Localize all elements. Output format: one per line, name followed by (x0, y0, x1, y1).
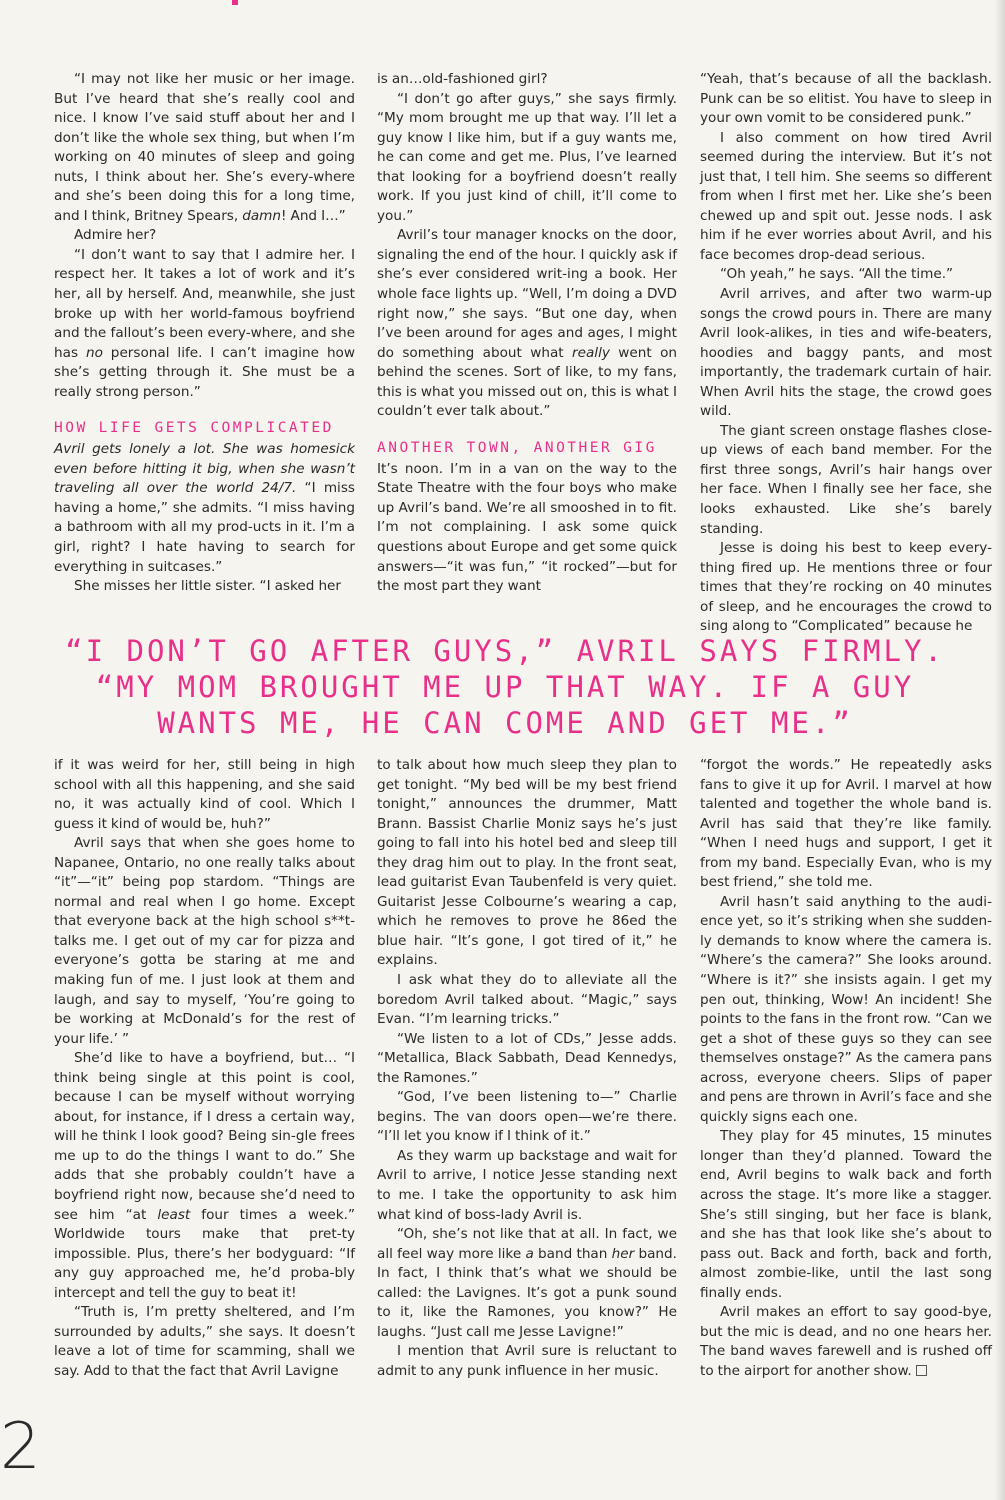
top-column-2 (377, 70, 677, 597)
paragraph: “I may not like her music or her image. But I’ve heard that she’s really cool and nice. I know I’ve said stuff about her and I don’t like the whole sex thing, but when I’m working on 40 minutes of sleep and going nuts, I think about her. She’s every-where and she’s been doing this for a long time, and I think, Britney Spears, damn! And I…” (54, 71, 355, 224)
subhead-how-life-gets-complicated: HOW LIFE GETS COMPLICATED (54, 420, 334, 437)
paragraph: “I don’t go after guys,” she says firmly. “My mom brought me up that way. I’ll let a guy know I like him, but if a guy wants me, he can come and get me. Plus, I’ve learned that looking for a boyfriend doesn’t really work. If you just kind of chill, it’ll come to you.” (377, 90, 677, 224)
paragraph: The giant screen onstage flashes close-up views of each band member. For the first three songs, Avril’s hair hangs over her face. When I finally see her face, she looks exhausted. Like she’s barely standing. (700, 422, 992, 537)
paragraph: They play for 45 minutes, 15 minutes longer than they’d planned. Toward the end, Avril begins to walk back and forth across the stage. It’s more like a stagger. She’s still singing, but her face is blank, and she has that look like she’s about to pass out. Back and forth, back and forth, almost zombie-like, until the last song finally ends. (700, 1128, 992, 1301)
paragraph: “Truth is, I’m pretty sheltered, and I’m surrounded by adults,” she says. It doesn’t leave a lot of time for scamming, shall we say. Add to that the fact that Avril Lavigne (54, 1304, 355, 1379)
top-column-1 (54, 70, 355, 597)
paragraph: is an…old-fashioned girl? (377, 71, 548, 87)
paragraph: I ask what they do to alleviate all the boredom Avril talked about. “Magic,” says Evan. “I’m learning tricks.” (377, 972, 677, 1028)
paragraph: if it was weird for her, still being in high school with all this happening, and she said no, it was actually kind of cool. Which I guess it kind of would be, huh?” (54, 757, 355, 832)
paragraph: Jesse is doing his best to keep every-thing fired up. He mentions three or four times that they’re rocking on 40 minutes of sleep, and he encourages the crowd to sing along to “Complicated” because he (700, 540, 992, 635)
pull-quote (30, 633, 980, 741)
paragraph: Avril arrives, and after two warm-up songs the crowd pours in. There are many Avril look-alikes, in ties and wife-beaters, hoodies and baggy pants, and most importantly, the trademark curtain of hair. When Avril hits the stage, the crowd goes wild. (700, 286, 992, 420)
top-column-3 (700, 70, 992, 637)
paragraph: “God, I’ve been listening to—” Charlie begins. The van doors open—we’re there. “I’ll let you know if I think of it.” (377, 1089, 677, 1145)
page-gutter (995, 0, 1005, 1500)
paragraph: “Oh yeah,” he says. “All the time.” (720, 266, 954, 283)
paragraph: As they warm up backstage and wait for Avril to arrive, I notice Jesse standing next to me. I take the opportunity to ask him what kind of boss-lady Avril is. (377, 1147, 677, 1223)
paragraph: “Yeah, that’s because of all the backlash. Punk can be so elitist. You have to sleep in your own vomit to be considered punk.” (700, 71, 992, 127)
pull-quote-line: WANTS ME, HE CAN COME AND GET ME.” (157, 706, 853, 740)
end-mark-icon (916, 1365, 927, 1376)
paragraph: Avril says that when she goes home to Napanee, Ontario, no one really talks about “it”—“it” being pop stardom. “Things are normal and real when I go home. Except that everyone back at the high school s**t-talks me. I get out of my car for pizza and everyone’s gotta be staring at me and making fun of me. I just look at them and laugh, and say to myself, ‘You’re going to be working at McDonald’s for the rest of your life.’ ” (54, 835, 355, 1047)
bottom-column-2 (377, 756, 677, 1382)
paragraph: Avril hasn’t said anything to the audi-ence yet, so it’s striking when she sudden-ly demands to know where the camera is. “Where’s the camera?” She looks around. “Where is it?” she insists again. I get my pen out, thinking, Wow! An incident! She points to the fans in the front row. “Can we get a shot of these guys so they can see themselves onstage?” As the camera pans across, everyone cheers. Slips of paper and pens are thrown in Avril’s face and she quickly signs each one. (700, 893, 992, 1125)
paragraph: Avril’s tour manager knocks on the door, signaling the end of the hour. I quickly ask if she’s ever considered writ-ing a book. Her whole face lights up. “Well, I’m doing a DVD right now,” she says. “But one day, when I’ve been around for ages and ages, I might do something about what really went on behind the scenes. Sort of like, to my fans, this is what you missed out on, this is what I couldn’t ever talk about.” (377, 227, 678, 420)
paragraph: Admire her? (74, 227, 157, 244)
paragraph: to talk about how much sleep they plan to get tonight. “My bed will be my best friend tonight,” announces the drummer, Matt Brann. Bassist Charlie Moniz says he’s just going to fall into his hotel bed and sleep till they drag him out to play. In the front seat, lead guitarist Evan Taubenfeld is very quiet. Guitarist Jesse Colbourne’s wearing a cap, which he removes to prove he 86ed the blue hair. “It’s gone, I got tired of it,” he explains. (377, 757, 677, 969)
page-number: 2 (0, 1410, 41, 1484)
paragraph: I also comment on how tired Avril seemed during the interview. But it’s not just that, I tell him. She seems so different from when I first met her. Like she’s been chewed up and spit out. Jesse nods. I ask him if he ever worries about Avril, and his face becomes drop-dead serious. (700, 129, 992, 263)
pull-quote-line: “I DON’T GO AFTER GUYS,” AVRIL SAYS FIRMLY. (65, 634, 945, 668)
paragraph: “Oh, she’s not like that at all. In fact, we all feel way more like a band than her band. In fact, I think that’s what we should be called: the Lavignes. It’s got a punk sound to it, like the Ramones, you know?” He laughs. “Just call me Jesse Lavigne!” (377, 1226, 677, 1340)
paragraph: She’d like to have a boyfriend, but… “I think being single at this point is cool, because I can be myself without worrying about, for instance, if I dress a certain way, will he think I look good? Being sin-gle frees me up to do the things I want to do.” She adds that she probably couldn’t have a boyfriend right now, because she’d need to see him “at least four times a week.” Worldwide tours make that pret-ty impossible. Plus, there’s her bodyguard: “If any guy approached me, he’d proba-bly intercept and tell the guy to beat it! (54, 1050, 355, 1301)
paragraph: I mention that Avril sure is reluctant to admit to any punk influence in her music. (377, 1343, 677, 1379)
pink-corner-mark (232, 0, 238, 5)
pull-quote-line: “MY MOM BROUGHT ME UP THAT WAY. IF A GUY (95, 670, 915, 704)
paragraph: Avril makes an effort to say good-bye, but the mic is dead, and no one hears her. The band waves farewell and is rushed off to the airport for another show. (700, 1304, 992, 1379)
paragraph: “I don’t want to say that I admire her. I respect her. It takes a lot of work and it’s her, all by herself. And, meanwhile, she just broke up with her world-famous boyfriend and the fallout’s been every-where, and she has no personal life. I can’t imagine how she’s getting through it. She must be a really strong person.” (54, 246, 355, 400)
paragraph: “We listen to a lot of CDs,” Jesse adds. “Metallica, Black Sabbath, Dead Kennedys, the Ramones.” (377, 1030, 677, 1086)
paragraph: “forgot the words.” He repeatedly asks fans to give it up for Avril. I marvel at how talented and together the whole band is. Avril has said that they’re like family. “When I need hugs and support, I get it from my band. Especially Evan, who is my best friend,” she told me. (700, 757, 992, 891)
bottom-column-1 (54, 756, 355, 1382)
bottom-column-3 (700, 756, 992, 1382)
subhead-another-town-another-gig: ANOTHER TOWN, ANOTHER GIG (377, 439, 657, 456)
paragraph: She misses her little sister. “I asked her (74, 578, 342, 595)
paragraph: It’s noon. I’m in a van on the way to the State Theatre with the four boys who make up Avril’s band. We’re all smooshed in to fit. I’m not complaining. I ask some quick questions about Europe and get some quick answers—“it was fun,” “it rocked”—but for the most part they want (377, 460, 677, 595)
paragraph: Avril gets lonely a lot. She was homesick even before hitting it big, when she wasn’t traveling all over the world 24/7. “I miss having a home,” she admits. “I miss having a bathroom with all my prod-ucts in it. I’m a girl, right? I hate having to search for everything in suitcases.” (54, 441, 355, 575)
